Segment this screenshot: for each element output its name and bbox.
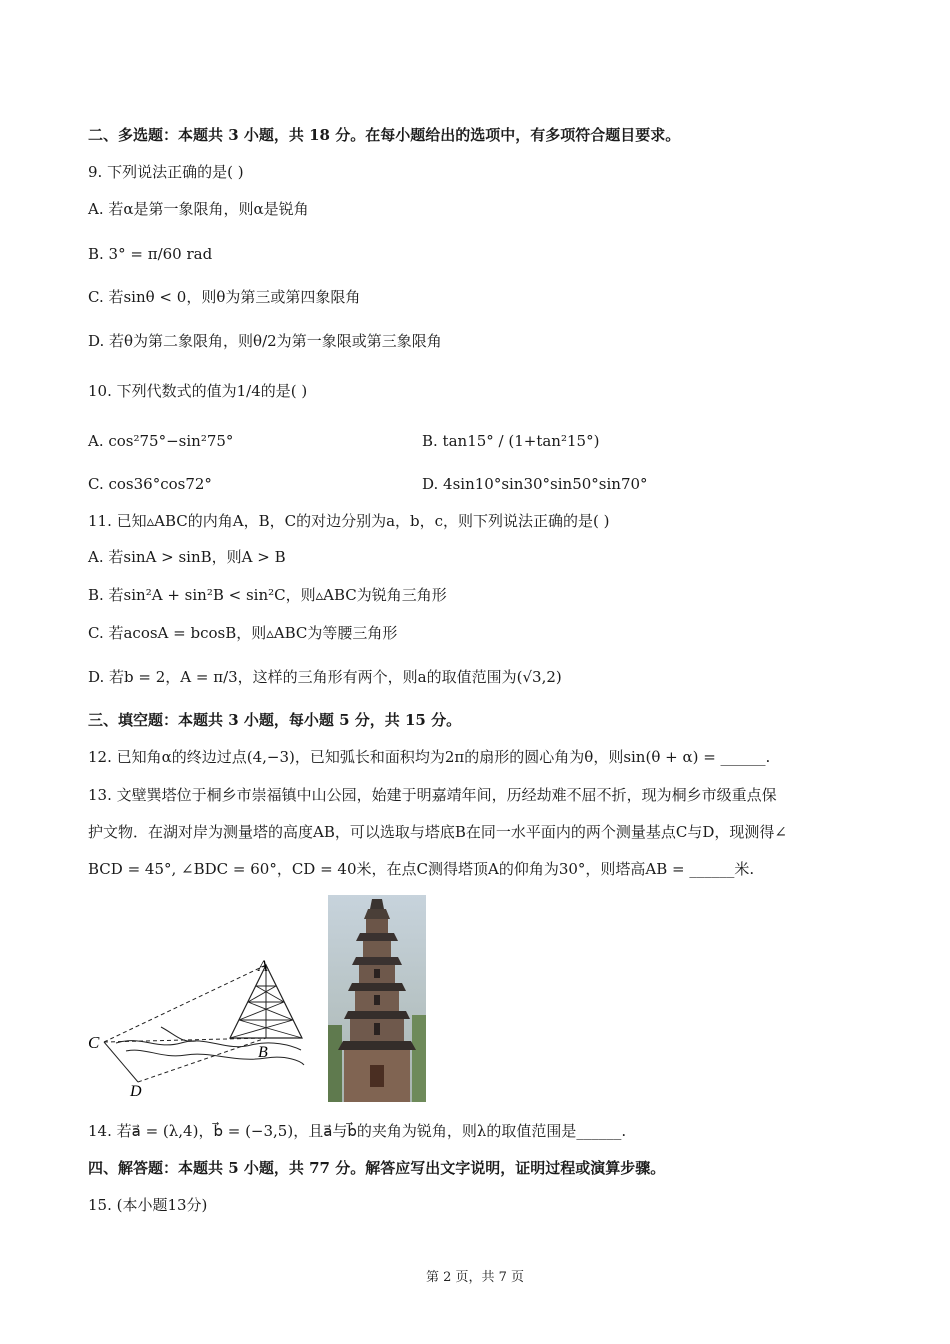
q13-line2: 护文物．在湖对岸为测量塔的高度AB，可以选取与塔底B在同一水平面内的两个测量基点C与D，现测得∠ — [88, 823, 787, 841]
q13-line3: BCD = 45°, ∠BDC = 60°，CD = 40米，在点C测得塔顶A的仰角为30°，则塔高AB = ______米. — [88, 860, 755, 878]
q11-option-b: B. 若sin²A + sin²B < sin²C，则▵ABC为锐角三角形 — [88, 586, 447, 604]
q9-option-a: A. 若α是第一象限角，则α是锐角 — [88, 200, 309, 218]
tower-photo — [328, 895, 426, 1102]
label-b: B — [258, 1044, 268, 1061]
q10-option-c: C. cos36°cos72° — [88, 475, 212, 493]
q10-option-a: A. cos²75°−sin²75° — [88, 432, 234, 450]
tower-measurement-diagram — [86, 955, 311, 1105]
q11-option-c: C. 若acosA = bcosB，则▵ABC为等腰三角形 — [88, 624, 398, 642]
q9-stem: 9. 下列说法正确的是( ) — [88, 163, 244, 181]
q10-option-d: D. 4sin10°sin30°sin50°sin70° — [422, 475, 648, 493]
q12-text: 12. 已知角α的终边过点(4,−3)，已知弧长和面积均为2π的扇形的圆心角为θ，则sin(θ + α) = ______. — [88, 748, 771, 766]
q11-option-d: D. 若b = 2，A = π/3，这样的三角形有两个，则a的取值范围为(√3,2) — [88, 668, 562, 686]
q11-option-a: A. 若sinA > sinB，则A > B — [88, 548, 286, 566]
label-c: C — [88, 1033, 100, 1052]
q9-option-b: B. 3° = π/60 rad — [88, 245, 213, 263]
q13-line1: 13. 文壁巽塔位于桐乡市崇福镇中山公园，始建于明嘉靖年间，历经劫难不屈不折，现为桐乡市级重点保 — [88, 786, 777, 804]
q10-stem: 10. 下列代数式的值为1/4的是( ) — [88, 382, 308, 400]
q11-stem: 11. 已知▵ABC的内角A，B，C的对边分别为a，b，c，则下列说法正确的是( ) — [88, 512, 610, 530]
page-footer: 第 2 页，共 7 页 — [425, 1270, 525, 1285]
section2-heading: 二、多选题：本题共 3 小题，共 18 分。在每小题给出的选项中，有多项符合题目要求。 — [88, 126, 681, 144]
label-a: A — [258, 958, 268, 975]
q9-option-c: C. 若sinθ < 0，则θ为第三或第四象限角 — [88, 288, 361, 306]
label-d: D — [130, 1083, 142, 1100]
q15-text: 15. (本小题13分) — [88, 1196, 208, 1214]
section4-heading: 四、解答题：本题共 5 小题，共 77 分。解答应写出文字说明，证明过程或演算步骤。 — [88, 1159, 666, 1177]
q14-text: 14. 若a⃗ = (λ,4)，b⃗ = (−3,5)，且a⃗与b⃗的夹角为锐角，则λ的取值范围是______. — [88, 1122, 627, 1140]
q9-option-d: D. 若θ为第二象限角，则θ/2为第一象限或第三象限角 — [88, 332, 442, 350]
q10-option-b: B. tan15° / (1+tan²15°) — [422, 432, 600, 450]
section3-heading: 三、填空题：本题共 3 小题，每小题 5 分，共 15 分。 — [88, 711, 462, 729]
